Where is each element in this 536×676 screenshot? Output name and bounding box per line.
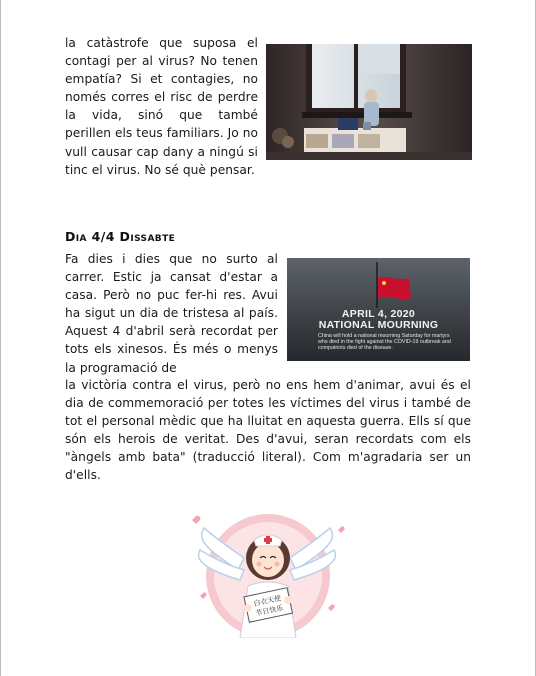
flag-caption-body: China will hold a national mourning Saturday for martyrs who died in the fight against the COVID-19 outbreak and compatriots died of the disease.	[318, 333, 451, 351]
diary-heading: Dia 4/4 Dissabte	[65, 229, 176, 244]
paragraph-2-full: la victòria contra el virus, però no ens hem d'animar, avui és el dia de commemoració per totes les víctimes del virus i també de tot el personal mèdic que ha lluitat en aquesta guerra. Ells sí que són els herois de veritat. Des d'avui, seran recordats com els "àngels amb bata" (traducció literal). Com m'agradaria ser un d'ells.	[65, 378, 471, 483]
paragraph-2-wrapped: Fa dies i dies que no surto al carrer. Estic ja cansat d'estar a casa. Però no puc fer-hi res. Avui ha sigut un dia de tristesa al país. Aquest 4 d'abril serà recordat per tots els xinesos. És més o menys la programació de	[65, 252, 278, 375]
paragraph-1: la catàstrofe que suposa el contagi per al virus? No tenen empatía? Si et contagies, no només corres el risc de perdre la vida, sinó que també perillen els teus familiars. Jo no vull causar cap dany a ningú si tinc el virus. No sé què pensar.	[65, 36, 259, 177]
nurse-angel-illustration	[178, 500, 358, 638]
child-at-window-photo	[266, 44, 472, 160]
sign-line-1: 白衣天使	[252, 594, 282, 608]
sign-line-2: 节日快乐	[254, 604, 284, 618]
nurse-angel-image	[178, 500, 358, 638]
national-mourning-photo	[287, 258, 470, 361]
child-at-window-image	[266, 44, 472, 160]
flag-caption-date: APRIL 4, 2020	[341, 308, 416, 320]
page-border-left	[0, 0, 1, 676]
flag-caption-title: NATIONAL MOURNING	[318, 319, 439, 331]
